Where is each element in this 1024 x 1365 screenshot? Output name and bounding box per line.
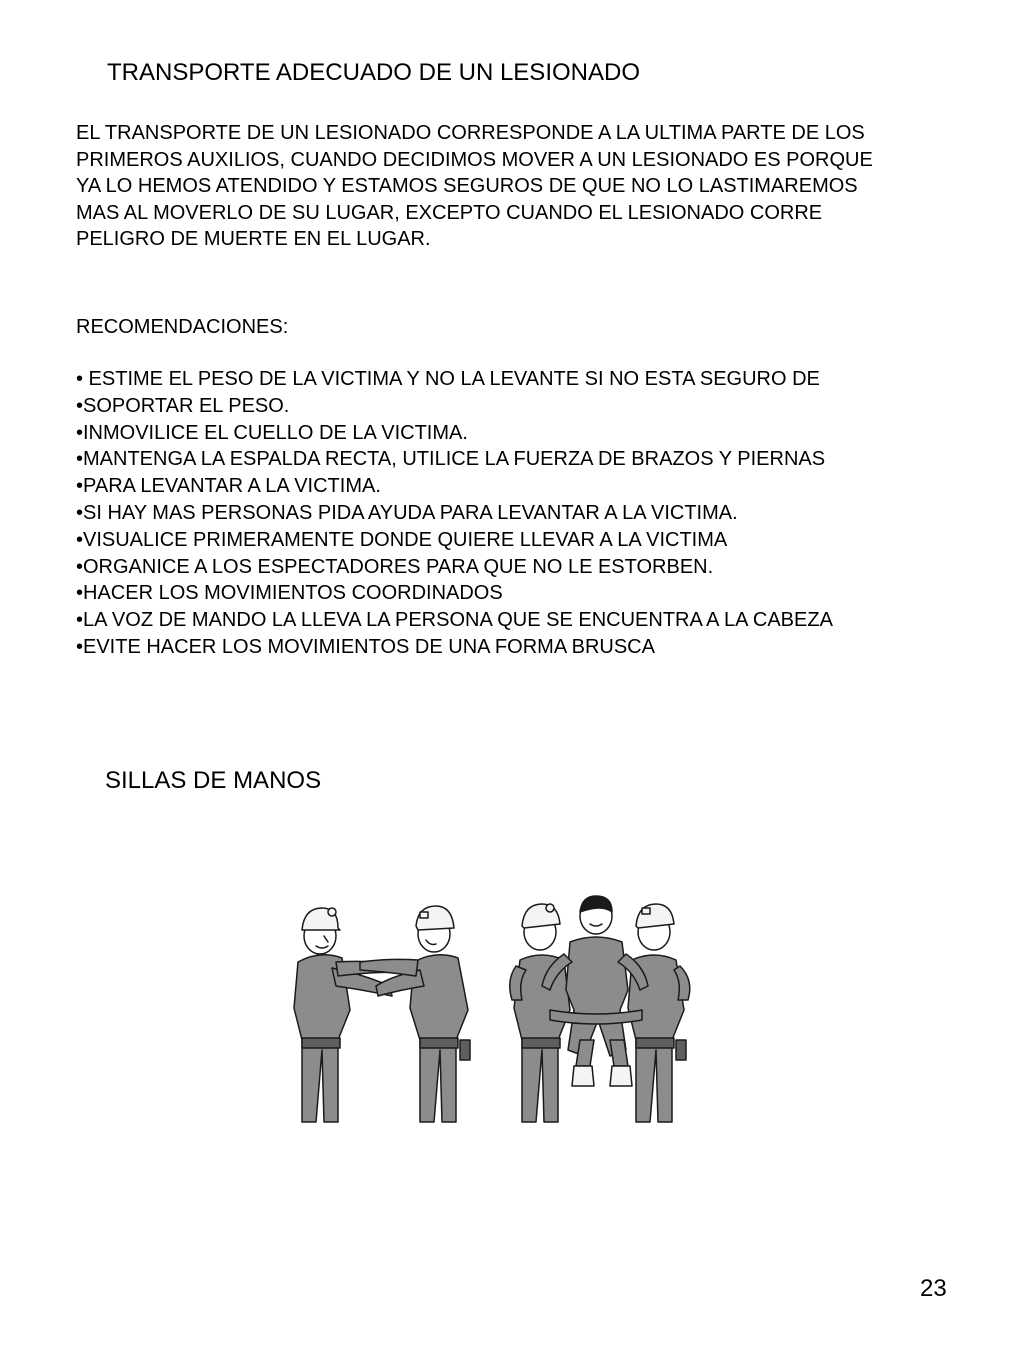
intro-paragraph — [76, 120, 996, 253]
recommendation-item: • ESTIME EL PESO DE LA VICTIMA Y NO LA LEVANTE SI NO ESTA SEGURO DE — [76, 368, 820, 390]
intro-line: PRIMEROS AUXILIOS, CUANDO DECIDIMOS MOVER A UN LESIONADO ES PORQUE — [76, 148, 873, 171]
recommendation-item: •SOPORTAR EL PESO. — [76, 394, 290, 417]
recommendations-list — [76, 366, 833, 661]
carry-group — [510, 896, 690, 1122]
recommendation-item: •EVITE HACER LOS MOVIMIENTOS DE UNA FORMA BRUSCA — [76, 635, 655, 658]
recommendation-item: •VISUALICE PRIMERAMENTE DONDE QUIERE LLEVAR A LA VICTIMA — [76, 528, 728, 551]
recommendation-item: •HACER LOS MOVIMIENTOS COORDINADOS — [76, 582, 503, 605]
page-title: TRANSPORTE ADECUADO DE UN LESIONADO — [107, 59, 640, 86]
recommendation-item: •ORGANICE A LOS ESPECTADORES PARA QUE NO LE ESTORBEN. — [76, 555, 714, 578]
worker-figure — [360, 906, 470, 1122]
sillas-de-manos-illustration — [280, 890, 710, 1130]
worker-figure — [294, 908, 404, 1122]
recommendation-item: •PARA LEVANTAR A LA VICTIMA. — [76, 475, 381, 498]
intro-line: MAS AL MOVERLO DE SU LUGAR, EXCEPTO CUANDO EL LESIONADO CORRE — [76, 201, 823, 224]
recommendation-item: •INMOVILICE EL CUELLO DE LA VICTIMA. — [76, 421, 468, 444]
intro-line: EL TRANSPORTE DE UN LESIONADO CORRESPONDE A LA ULTIMA PARTE DE LOS — [76, 122, 865, 144]
page-number: 23 — [920, 1275, 947, 1302]
recommendations-heading: RECOMENDACIONES: — [76, 316, 289, 338]
recommendation-item: •MANTENGA LA ESPALDA RECTA, UTILICE LA FUERZA DE BRAZOS Y PIERNAS — [76, 448, 826, 471]
intro-line: PELIGRO DE MUERTE EN EL LUGAR. — [76, 228, 431, 251]
intro-line: YA LO HEMOS ATENDIDO Y ESTAMOS SEGUROS DE QUE NO LO LASTIMAREMOS — [76, 175, 858, 198]
recommendation-item: •LA VOZ DE MANDO LA LLEVA LA PERSONA QUE SE ENCUENTRA A LA CABEZA — [76, 609, 833, 632]
section-title: SILLAS DE MANOS — [105, 767, 322, 794]
recommendation-item: •SI HAY MAS PERSONAS PIDA AYUDA PARA LEVANTAR A LA VICTIMA. — [76, 501, 738, 524]
